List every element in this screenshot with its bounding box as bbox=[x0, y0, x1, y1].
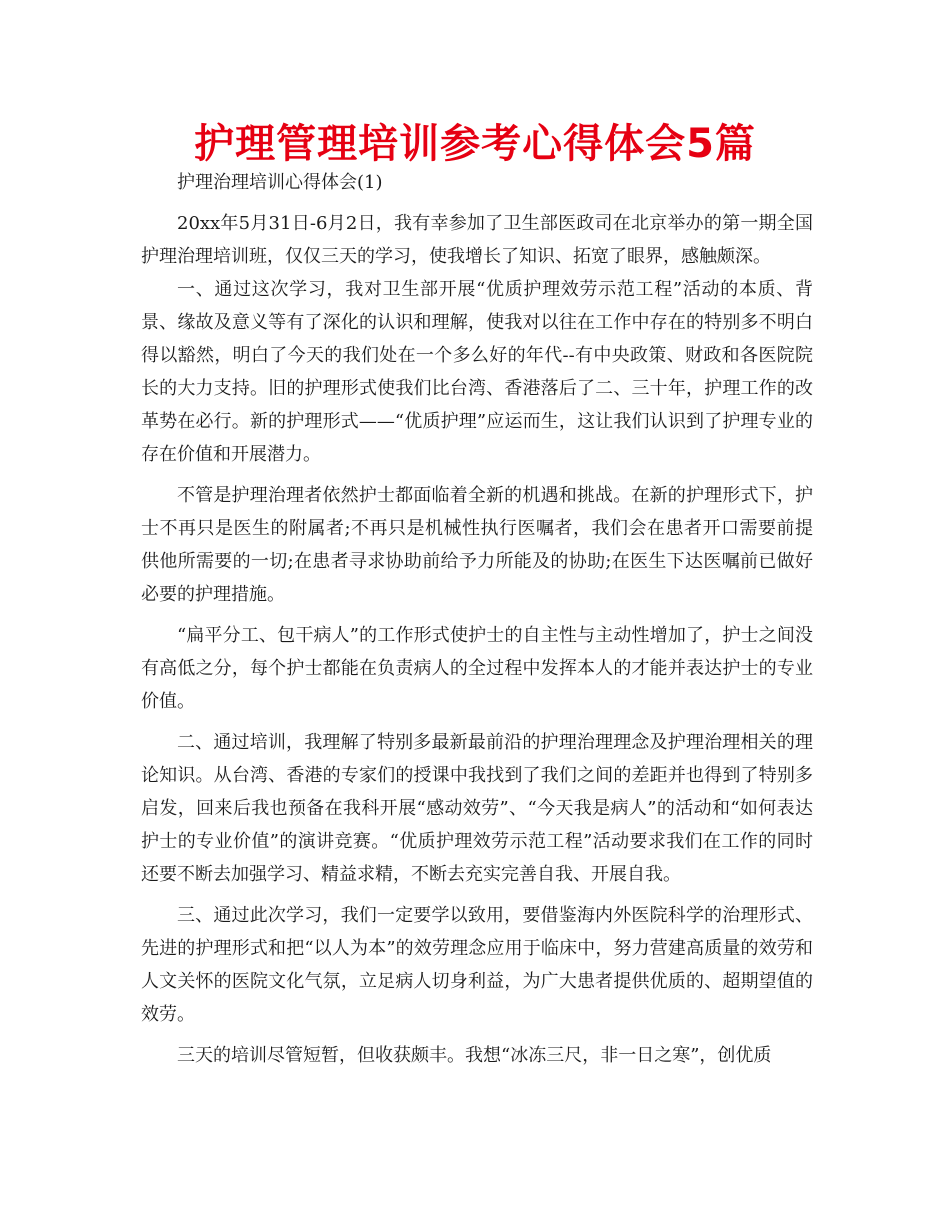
document-title: 护理管理培训参考心得体会5篇 bbox=[194, 121, 756, 167]
paragraph-7: 三天的培训尽管短暂，但收获颇丰。我想“冰冻三尺，非一日之寒”，创优质 bbox=[177, 1045, 772, 1066]
paragraph-3: 不管是护理治理者依然护士都面临着全新的机遇和挑战。在新的护理形式下，护士不再只是医生的附属者;不再只是机械性执行医嘱者，我们会在患者开口需要前提供他所需要的一切;在患者寻求协助前给予力所能及的协助;在医生下达医嘱前已做好必要的护理措施。 bbox=[141, 485, 813, 605]
paragraph-4: “扁平分工、包干病人”的工作形式使护士的自主性与主动性增加了，护士之间没有高低之分，每个护士都能在负责病人的全过程中发挥本人的才能并表达护士的专业价值。 bbox=[141, 625, 813, 712]
paragraph-1: 20xx年5月31日-6月2日，我有幸参加了卫生部医政司在北京举办的第一期全国护理治理培训班，仅仅三天的学习，使我增长了知识、拓宽了眼界，感触颇深。 bbox=[141, 213, 813, 267]
document-subtitle: 护理治理培训心得体会(1) bbox=[177, 172, 383, 193]
paragraph-6: 三、通过此次学习，我们一定要学以致用，要借鉴海内外医院科学的治理形式、先进的护理形式和把“以人为本”的效劳理念应用于临床中，努力营建高质量的效劳和人文关怀的医院文化气氛，立足病人切身利益，为广大患者提供优质的、超期望值的效劳。 bbox=[141, 905, 813, 1025]
paragraph-2: 一、通过这次学习，我对卫生部开展“优质护理效劳示范工程”活动的本质、背景、缘故及意义等有了深化的认识和理解，使我对以往在工作中存在的特别多不明白得以豁然，明白了今天的我们处在一个多么好的年代--有中央政策、财政和各医院院长的大力支持。旧的护理形式使我们比台湾、香港落后了二、三十年，护理工作的改革势在必行。新的护理形式——“优质护理”应运而生，这让我们认识到了护理专业的存在价值和开展潜力。 bbox=[141, 279, 813, 465]
paragraph-5: 二、通过培训，我理解了特别多最新最前沿的护理治理理念及护理治理相关的理论知识。从台湾、香港的专家们的授课中我找到了我们之间的差距并也得到了特别多启发，回来后我也预备在我科开展“感动效劳”、“今天我是病人”的活动和“如何表达护士的专业价值”的演讲竞赛。“优质护理效劳示范工程”活动要求我们在工作的同时还要不断去加强学习、精益求精，不断去充实完善自我、开展自我。 bbox=[141, 732, 813, 885]
document-body bbox=[141, 166, 813, 1072]
